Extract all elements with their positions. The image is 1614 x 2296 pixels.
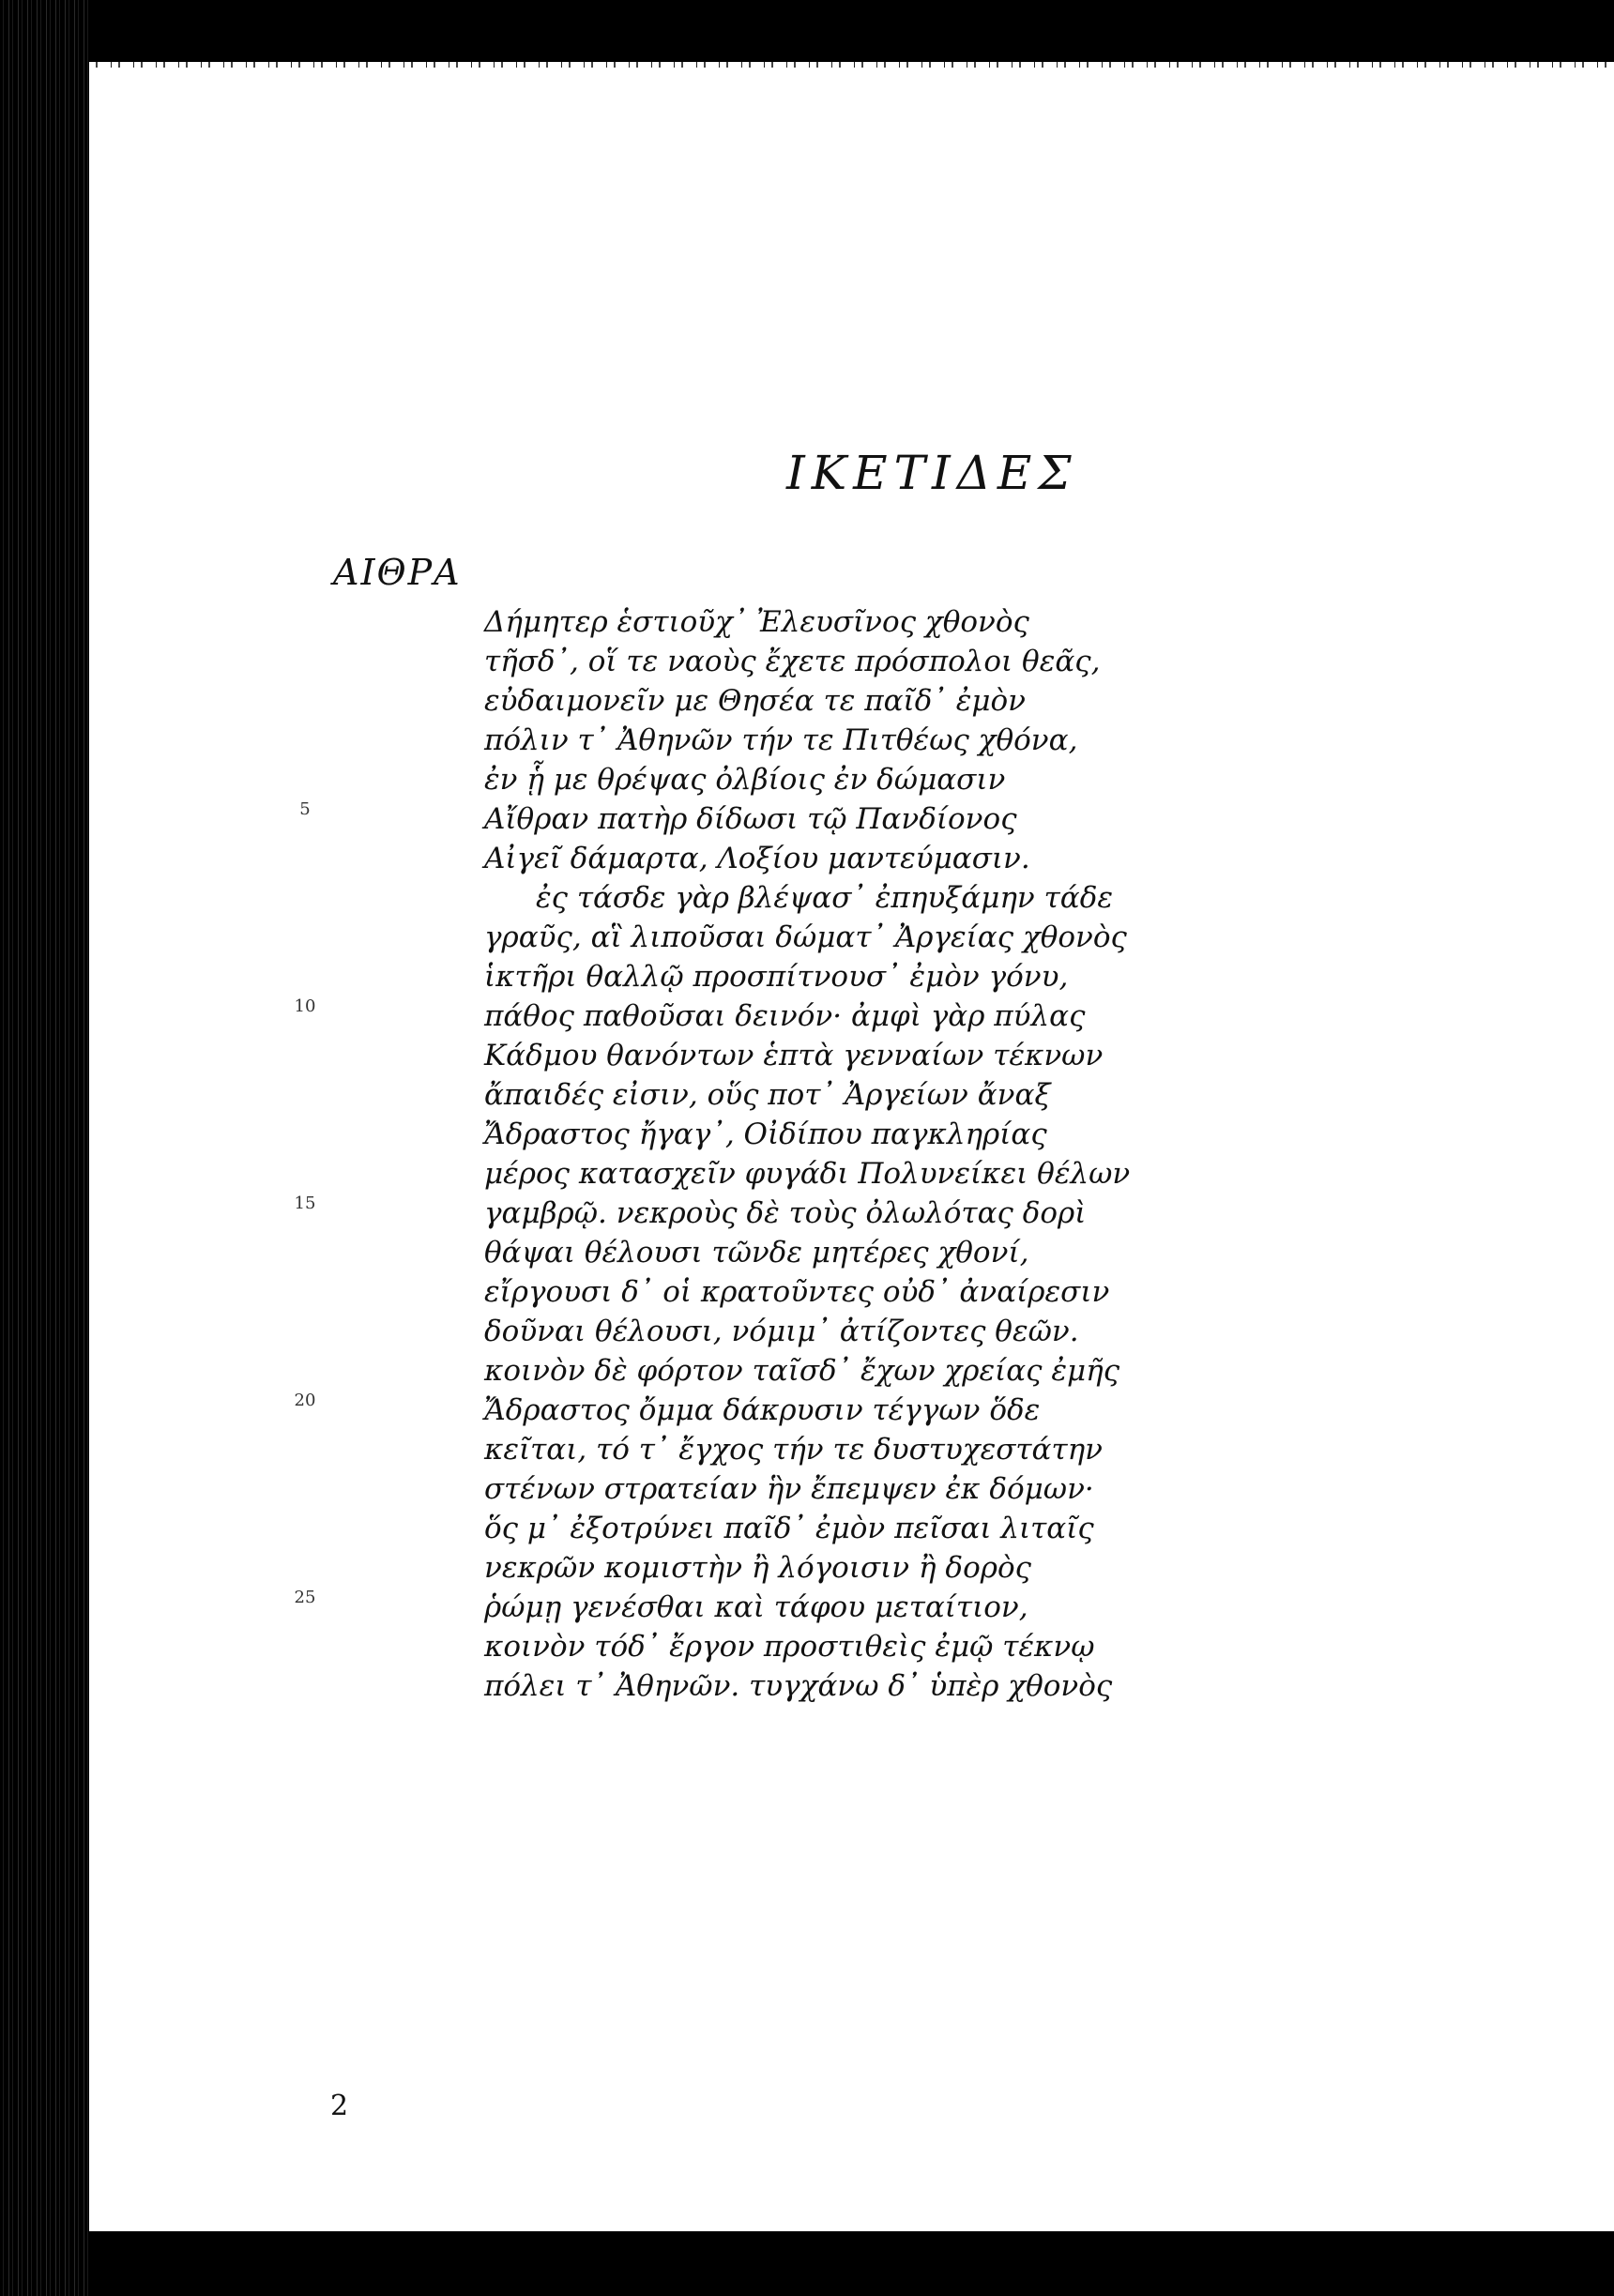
verse-line: θάψαι θέλουσι τῶνδε μητέρες χθονί, — [484, 1236, 1029, 1270]
verse-line: πόλιν τ᾽ Ἀθηνῶν τήν τε Πιτθέως χθόνα, — [484, 723, 1078, 757]
verse-line: γραῦς, αἳ λιποῦσαι δώματ᾽ Ἀργείας χθονὸς — [484, 920, 1127, 954]
verse-line: μέρος κατασχεῖν φυγάδι Πολυνείκει θέλων — [484, 1157, 1131, 1191]
verse-line: ἐς τάσδε γὰρ βλέψασ᾽ ἐπηυξάμην τάδε — [536, 881, 1113, 915]
verse-line: ἐν ᾗ με θρέψας ὀλβίοις ἐν δώμασιν — [484, 763, 1006, 797]
verse-line: Κάδμου θανόντων ἑπτὰ γενναίων τέκνων — [484, 1039, 1104, 1072]
scan-border-top — [0, 0, 1614, 68]
page-number: 2 — [330, 2090, 349, 2122]
verse-line: στένων στρατείαν ἣν ἔπεμψεν ἐκ δόμων· — [484, 1472, 1094, 1506]
verse-line: εἴργουσι δ᾽ οἱ κρατοῦντες οὐδ᾽ ἀναίρεσιν — [484, 1275, 1110, 1309]
verse-line: Αἴθραν πατὴρ δίδωσι τῷ Πανδίονος — [484, 802, 1017, 836]
verse-line: κεῖται, τό τ᾽ ἔγχος τήν τε δυστυχεστάτην — [484, 1433, 1104, 1467]
verse-line: Ἄδραστος ἤγαγ᾽, Οἰδίπου παγκληρίας — [484, 1118, 1047, 1151]
verse-line: κοινὸν τόδ᾽ ἔργον προστιθεὶς ἐμῷ τέκνῳ — [484, 1630, 1095, 1664]
speaker-name: ΑΙΘΡΑ — [333, 552, 462, 593]
verse-line: δοῦναι θέλουσι, νόμιμ᾽ ἀτίζοντες θεῶν. — [484, 1315, 1079, 1348]
verse-line: πόλει τ᾽ Ἀθηνῶν. τυγχάνω δ᾽ ὑπὲρ χθονὸς — [484, 1669, 1113, 1703]
verse-line: γαμβρῷ. νεκροὺς δὲ τοὺς ὀλωλότας δορὶ — [484, 1196, 1087, 1230]
verse-line: νεκρῶν κομιστὴν ἢ λόγοισιν ἢ δορὸς — [484, 1551, 1031, 1585]
line-number: 5 — [299, 799, 311, 819]
verse-line: κοινὸν δὲ φόρτον ταῖσδ᾽ ἔχων χρείας ἐμῆς — [484, 1354, 1120, 1388]
verse-line: εὐδαιμονεῖν με Θησέα τε παῖδ᾽ ἐμὸν — [484, 684, 1026, 718]
verse-block — [484, 602, 1563, 1706]
verse-line: ὅς μ᾽ ἐξοτρύνει παῖδ᾽ ἐμὸν πεῖσαι λιταῖς — [484, 1512, 1094, 1545]
verse-line: ἄπαιδές εἰσιν, οὕς ποτ᾽ Ἀργείων ἄναξ — [484, 1078, 1051, 1112]
verse-line: τῆσδ᾽, οἵ τε ναοὺς ἔχετε πρόσπολοι θεᾶς, — [484, 645, 1101, 678]
scan-border-left — [0, 0, 89, 2296]
verse-line: πάθος παθοῦσαι δεινόν· ἀμφὶ γὰρ πύλας — [484, 999, 1086, 1033]
play-title: ΙΚΕΤΙΔΕΣ — [786, 446, 1078, 500]
verse-line: Ἄδραστος ὄμμα δάκρυσιν τέγγων ὅδε — [484, 1393, 1041, 1427]
verse-line: Δήμητερ ἑστιοῦχ᾽ Ἐλευσῖνος χθονὸς — [484, 605, 1029, 639]
line-number: 20 — [294, 1391, 316, 1410]
verse-line: Αἰγεῖ δάμαρτα, Λοξίου μαντεύμασιν. — [484, 842, 1030, 875]
line-number: 10 — [294, 996, 316, 1016]
line-number: 25 — [294, 1588, 316, 1607]
line-number: 15 — [294, 1194, 316, 1213]
verse-line: ῥώμῃ γενέσθαι καὶ τάφου μεταίτιον, — [484, 1590, 1028, 1624]
verse-line: ἱκτῆρι θαλλῷ προσπίτνουσ᾽ ἐμὸν γόνυ, — [484, 960, 1069, 994]
